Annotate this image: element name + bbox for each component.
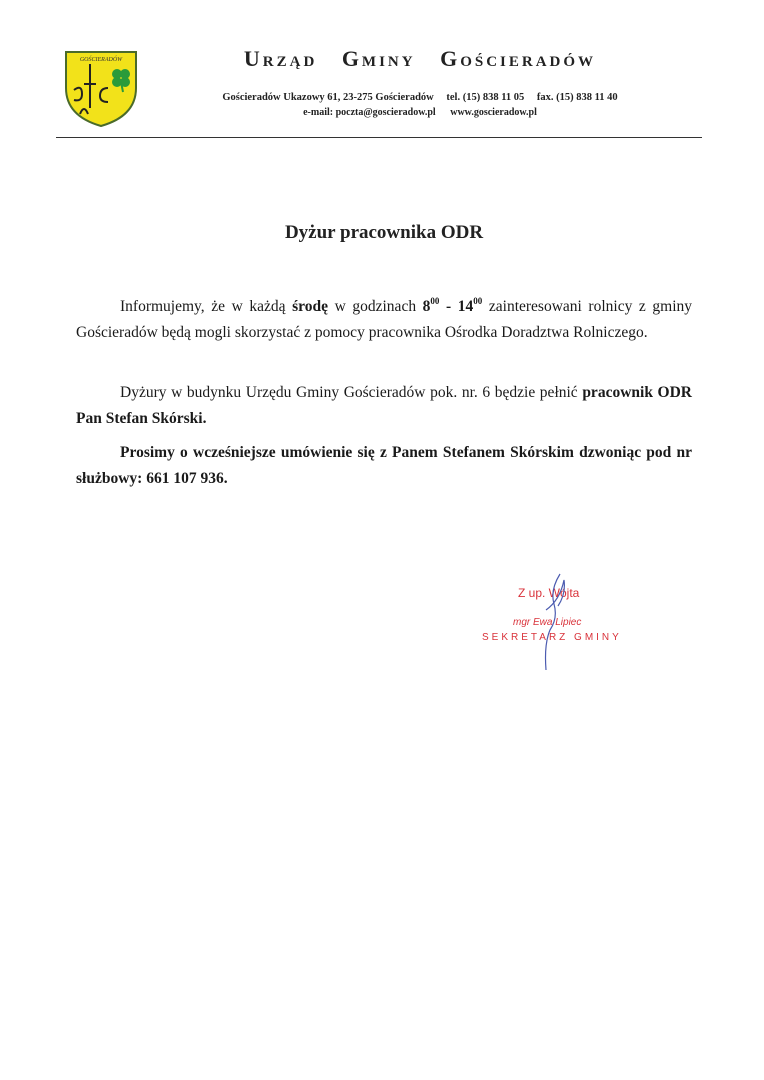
- org-title-word: Gościeradów: [440, 46, 597, 71]
- p1-day: środę: [292, 298, 328, 315]
- p1-text-c: zainteresowani rolnicy z gminy Gościeradów będą mogli skorzystać z pomocy pracownika Ośrodka Doradztwa Rolniczego.: [76, 298, 692, 341]
- document-title: Dyżur pracownika ODR: [284, 222, 484, 243]
- postal-address: Gościeradów Ukazowy 61, 23-275 Gościeradów: [222, 92, 434, 103]
- municipality-crest-icon: [60, 44, 142, 128]
- phone-number: tel. (15) 838 11 05: [446, 92, 525, 103]
- website-address: www.goscieradow.pl: [450, 107, 537, 118]
- paragraph-1: [76, 294, 692, 346]
- signature-role: SEKRETARZ GMINY: [482, 632, 622, 643]
- paragraph-3: Prosimy o wcześniejsze umówienie się z Panem Stefanem Skórskim dzwoniąc pod nr służbowy: 661 107 936.: [76, 444, 692, 487]
- p1-text-a: Informujemy, że w każdą: [120, 298, 293, 315]
- organization-title: [140, 46, 700, 72]
- signature-on-behalf: Z up. Wójta: [518, 586, 580, 600]
- org-title-word: Urząd: [243, 46, 318, 71]
- email-address: e-mail: poczta@goscieradow.pl: [303, 107, 436, 118]
- contact-line: [140, 107, 700, 118]
- p1-text-b: w godzinach: [328, 298, 423, 315]
- p2-worker-name: pracownik ODR Pan Stefan Skórski.: [76, 384, 692, 427]
- hour-start: $8^{00} - 14^{00}$: [422, 296, 483, 315]
- crest-label: GOŚCIERADÓW: [79, 57, 123, 63]
- paragraph-2: [76, 380, 692, 432]
- handwritten-signature: [520, 570, 580, 674]
- header-divider: [56, 137, 702, 138]
- address-line: [140, 92, 700, 103]
- fax-number: fax. (15) 838 11 40: [536, 92, 618, 103]
- org-title-word: Gminy: [341, 46, 416, 71]
- p2-text: Dyżury w budynku Urzędu Gminy Gościeradów pok. nr. 6 będzie pełnić: [120, 384, 583, 401]
- signature-name: mgr Ewa Lipiec: [513, 617, 582, 628]
